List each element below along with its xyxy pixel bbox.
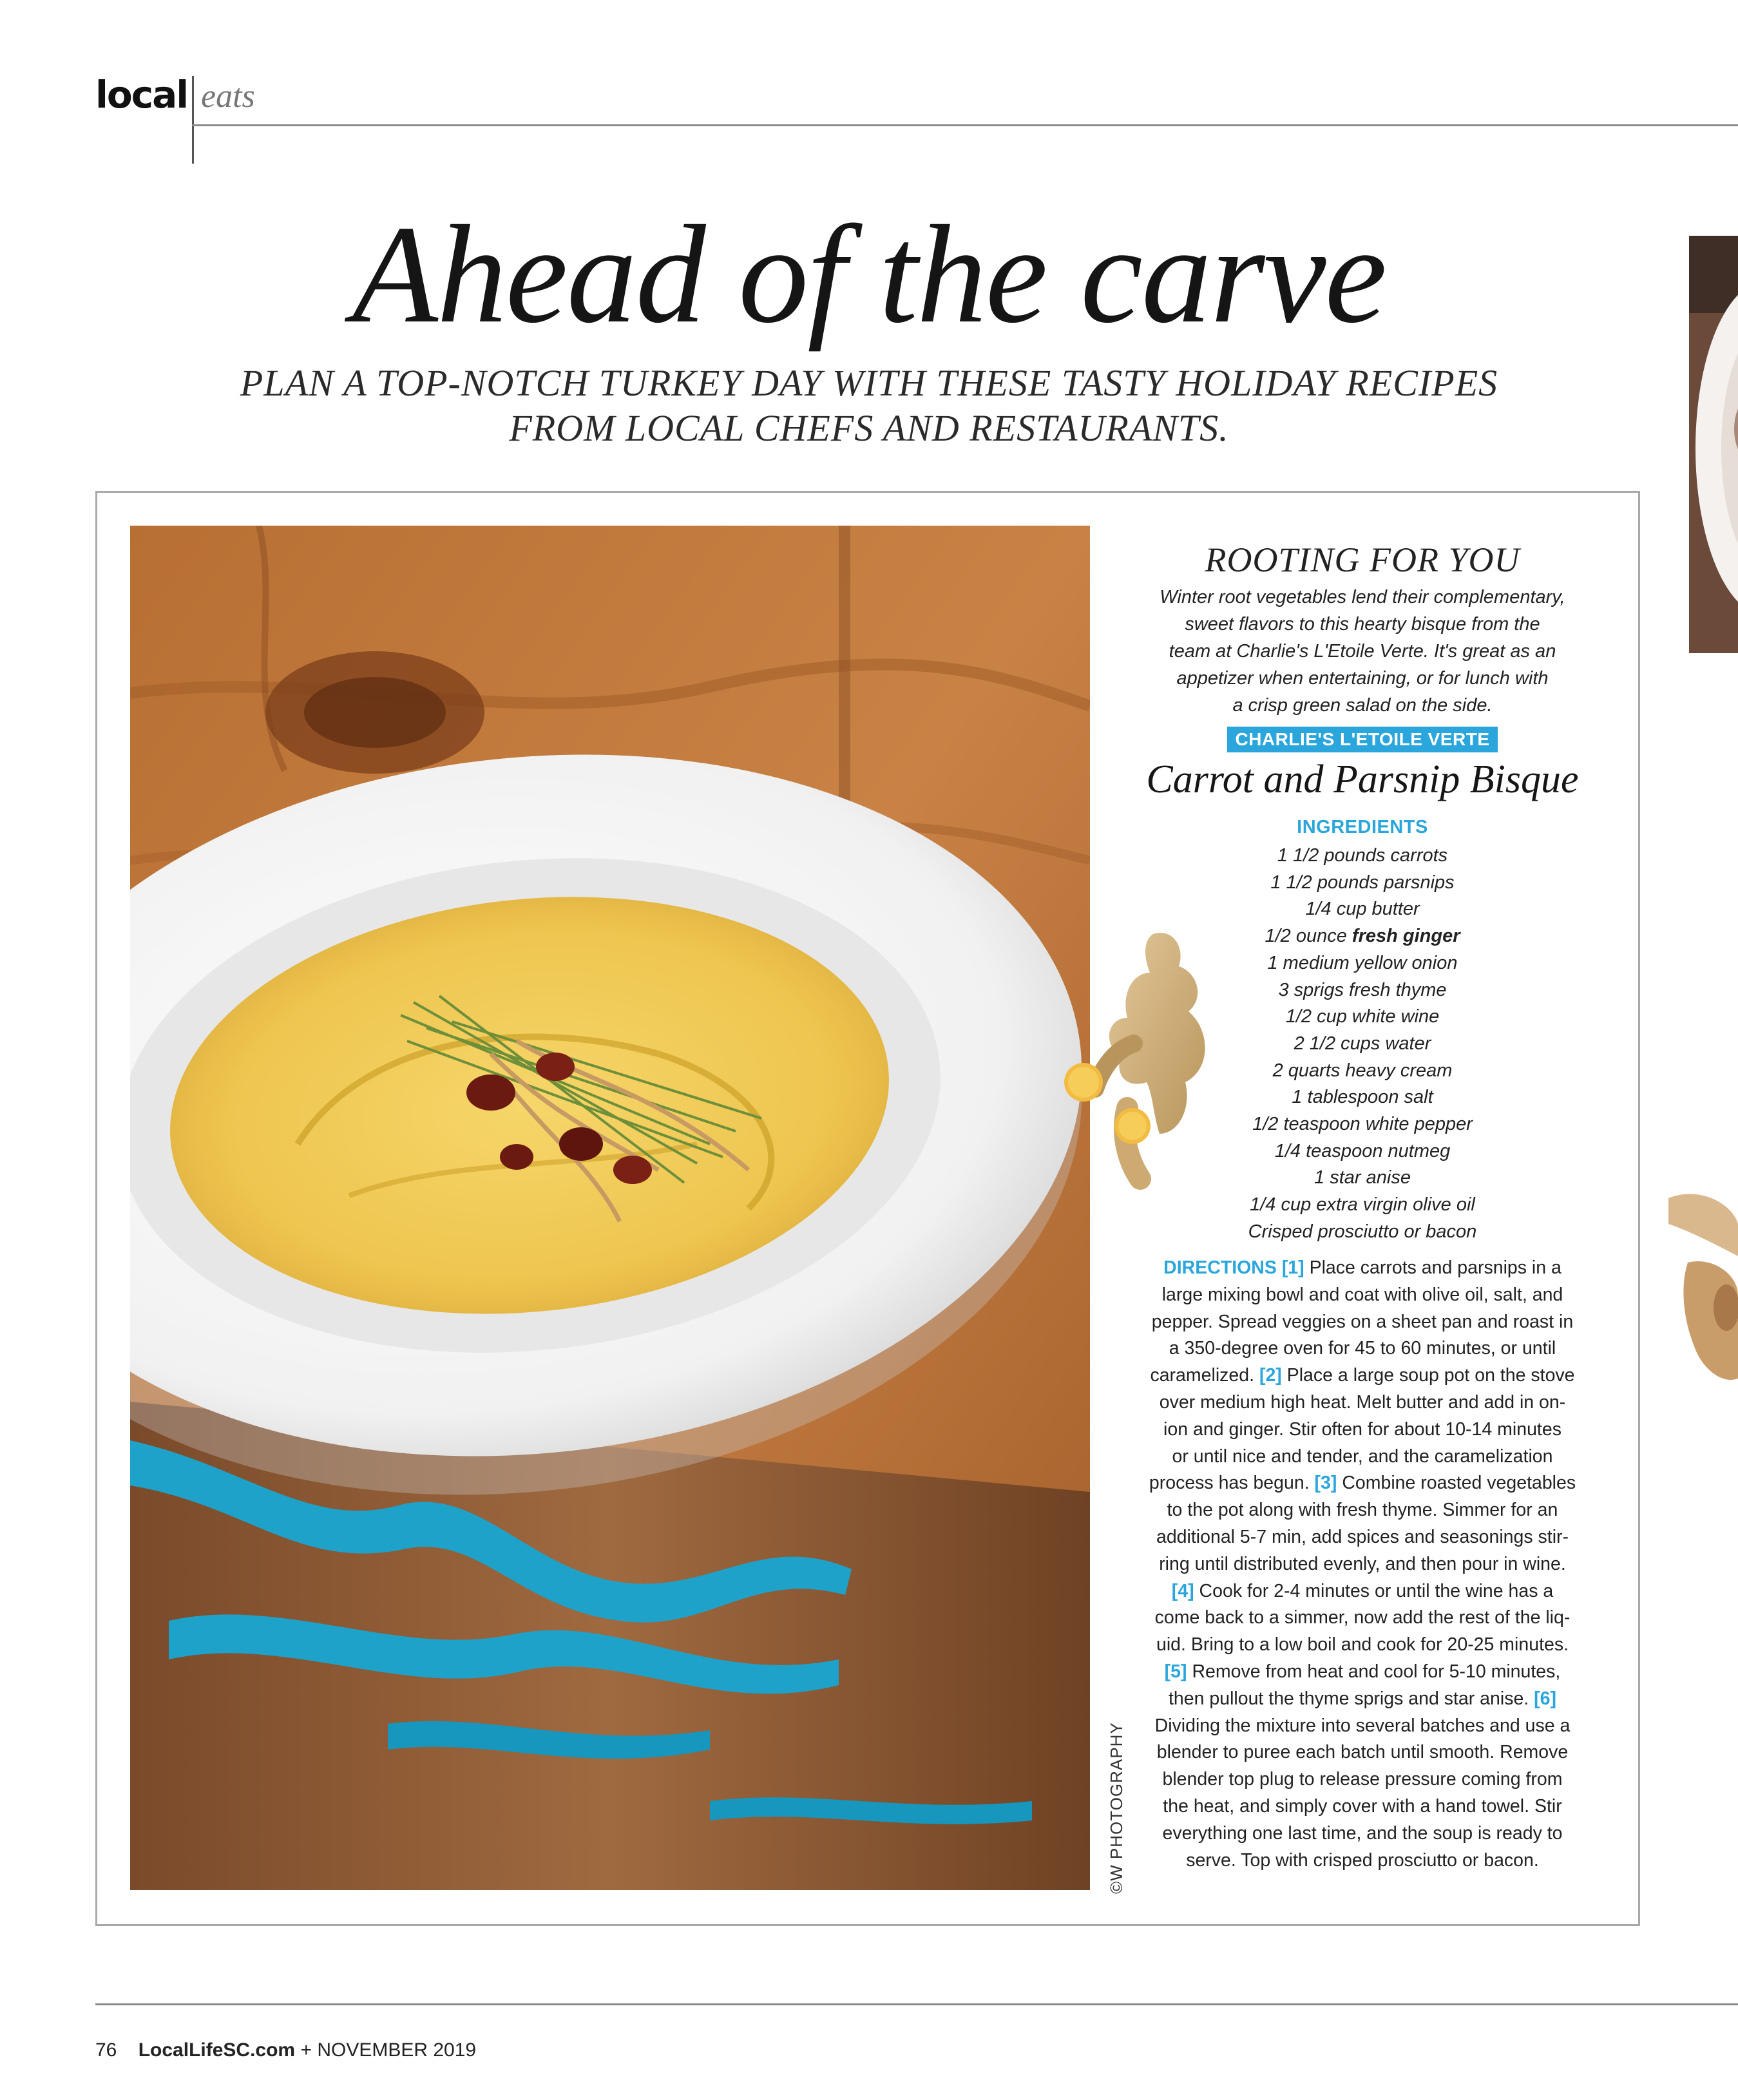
ingredient-item: 1 star anise bbox=[1314, 1167, 1411, 1188]
step-number: [2] bbox=[1259, 1365, 1282, 1386]
ingredient-item: 1 medium yellow onion bbox=[1267, 952, 1458, 973]
direction-line: large mixing bowl and coat with olive oil, salt, and bbox=[1161, 1284, 1563, 1305]
ingredient-item: 1/2 cup white wine bbox=[1285, 1006, 1440, 1027]
direction-line: a 350-degree oven for 45 to 60 minutes, or until bbox=[1169, 1338, 1556, 1359]
direction-line: pepper. Spread veggies on a sheet pan and roast in bbox=[1151, 1311, 1574, 1332]
ingredient-item: Crisped prosciutto or bacon bbox=[1248, 1221, 1477, 1242]
direction-line bbox=[1121, 1255, 1604, 1282]
direction-line: additional 5-7 min, add spices and seasonings stir- bbox=[1156, 1526, 1569, 1547]
recipe-title: Carrot and Parsnip Bisque bbox=[1146, 758, 1579, 801]
section-brand: local bbox=[95, 73, 188, 117]
footer-separator: + bbox=[300, 2039, 312, 2061]
subtitle-line: PLAN A TOP-NOTCH TURKEY DAY WITH THESE TASTY HOLIDAY RECIPES bbox=[240, 362, 1498, 404]
step-number: [6] bbox=[1534, 1688, 1556, 1709]
ingredient-item: 1/4 teaspoon nutmeg bbox=[1274, 1140, 1451, 1161]
direction-line: serve. Top with crisped prosciutto or bacon. bbox=[1186, 1849, 1539, 1871]
direction-line: blender to puree each batch until smooth. Remove bbox=[1156, 1742, 1569, 1763]
direction-line bbox=[1121, 1686, 1604, 1713]
step-number: [4] bbox=[1171, 1580, 1194, 1601]
directions bbox=[1121, 1255, 1604, 1874]
ingredient-item: 3 sprigs fresh thyme bbox=[1278, 979, 1447, 1000]
ingredient-item: 1/2 teaspoon white pepper bbox=[1252, 1114, 1473, 1135]
ingredients-heading: INGREDIENTS bbox=[1297, 817, 1428, 837]
ingredient-qty: 1/2 ounce bbox=[1265, 926, 1352, 947]
direction-text: Combine roasted vegetables bbox=[1342, 1473, 1576, 1494]
photo-credit: ©W PHOTOGRAPHY bbox=[1107, 1722, 1126, 1894]
direction-line: to the pot along with fresh thyme. Simmer for an bbox=[1167, 1500, 1558, 1521]
direction-text: process has begun. bbox=[1149, 1473, 1310, 1494]
article-subtitle bbox=[129, 361, 1609, 451]
direction-text: Remove from heat and cool for 5-10 minutes, bbox=[1192, 1661, 1561, 1682]
direction-text: caramelized. bbox=[1150, 1365, 1255, 1386]
next-page-utensil-edge bbox=[1662, 1185, 1738, 1398]
soup-photo bbox=[130, 526, 1090, 1890]
recipe-intro bbox=[1121, 584, 1604, 719]
direction-line: come back to a simmer, now add the rest of the liq- bbox=[1154, 1607, 1571, 1628]
intro-line: team at Charlie's L'Etoile Verte. It's great as an bbox=[1169, 641, 1556, 662]
direction-line: uid. Bring to a low boil and cook for 20-25 minutes. bbox=[1156, 1634, 1569, 1656]
ingredient-item: 2 1/2 cups water bbox=[1294, 1033, 1431, 1054]
issue-date: NOVEMBER 2019 bbox=[317, 2039, 477, 2061]
page-footer bbox=[95, 2039, 476, 2061]
ingredient-item: 2 quarts heavy cream bbox=[1272, 1060, 1453, 1081]
direction-line: the heat, and simply cover with a hand towel. Stir bbox=[1163, 1795, 1562, 1817]
ingredient-item: 1 1/2 pounds parsnips bbox=[1270, 872, 1455, 893]
direction-line: blender top plug to release pressure coming from bbox=[1162, 1769, 1563, 1790]
intro-line: a crisp green salad on the side. bbox=[1232, 695, 1493, 716]
direction-text: Place a large soup pot on the stove bbox=[1286, 1365, 1575, 1386]
direction-text: Cook for 2-4 minutes or until the wine has a bbox=[1199, 1580, 1554, 1601]
intro-line: Winter root vegetables lend their complementary, bbox=[1160, 587, 1565, 607]
direction-line: ion and ginger. Stir often for about 10-14 minutes bbox=[1163, 1418, 1561, 1440]
direction-line bbox=[1121, 1659, 1604, 1686]
restaurant-badge-wrap bbox=[1121, 727, 1604, 752]
ingredient-highlight: fresh ginger bbox=[1351, 926, 1460, 947]
site-name: LocalLifeSC.com bbox=[138, 2039, 296, 2061]
intro-line: sweet flavors to this hearty bisque from the bbox=[1185, 614, 1540, 635]
ingredient-item: 1/4 cup extra virgin olive oil bbox=[1250, 1194, 1475, 1216]
header-divider bbox=[192, 76, 194, 164]
direction-line: everything one last time, and the soup is ready to bbox=[1162, 1822, 1563, 1844]
intro-line: appetizer when entertaining, or for lunch with bbox=[1176, 668, 1549, 689]
step-number: [5] bbox=[1164, 1661, 1187, 1682]
direction-text: Place carrots and parsnips in a bbox=[1309, 1257, 1561, 1278]
header-rule bbox=[192, 124, 1738, 126]
plate-photo-fragment bbox=[1689, 236, 1738, 653]
step-number: [3] bbox=[1314, 1473, 1337, 1494]
direction-text: then pullout the thyme sprigs and star anise. bbox=[1168, 1688, 1529, 1709]
directions-label: DIRECTIONS bbox=[1163, 1257, 1277, 1278]
ingredient-item: 1 tablespoon salt bbox=[1292, 1087, 1433, 1108]
footer-rule bbox=[95, 2003, 1738, 2005]
ingredient-item: 1 1/2 pounds carrots bbox=[1277, 845, 1448, 866]
direction-line: or until nice and tender, and the caramelization bbox=[1172, 1446, 1553, 1467]
ingredients-list bbox=[1121, 843, 1604, 1246]
direction-line: over medium high heat. Melt butter and add in on- bbox=[1159, 1391, 1566, 1413]
step-number: [1] bbox=[1281, 1257, 1304, 1278]
next-page-photo-edge bbox=[1689, 236, 1738, 653]
ingredient-item: 1/4 cup butter bbox=[1305, 899, 1420, 920]
direction-line: Dividing the mixture into several batches and use a bbox=[1154, 1715, 1571, 1736]
restaurant-badge: CHARLIE'S L'ETOILE VERTE bbox=[1227, 727, 1497, 752]
article-title: Ahead of the carve bbox=[352, 197, 1386, 352]
ingredient-item bbox=[1121, 923, 1604, 950]
recipe-kicker: ROOTING FOR YOU bbox=[1205, 540, 1520, 579]
page-number: 76 bbox=[95, 2039, 117, 2061]
wooden-utensil-fragment bbox=[1662, 1185, 1738, 1398]
direction-line: ring until distributed evenly, and then pour in wine. bbox=[1159, 1553, 1566, 1574]
direction-line bbox=[1121, 1470, 1604, 1497]
direction-line bbox=[1121, 1578, 1604, 1605]
soup-photo-illustration bbox=[130, 526, 1090, 1890]
section-name: eats bbox=[201, 78, 255, 115]
direction-line bbox=[1121, 1362, 1604, 1389]
subtitle-line: FROM LOCAL CHEFS AND RESTAURANTS. bbox=[509, 407, 1229, 449]
